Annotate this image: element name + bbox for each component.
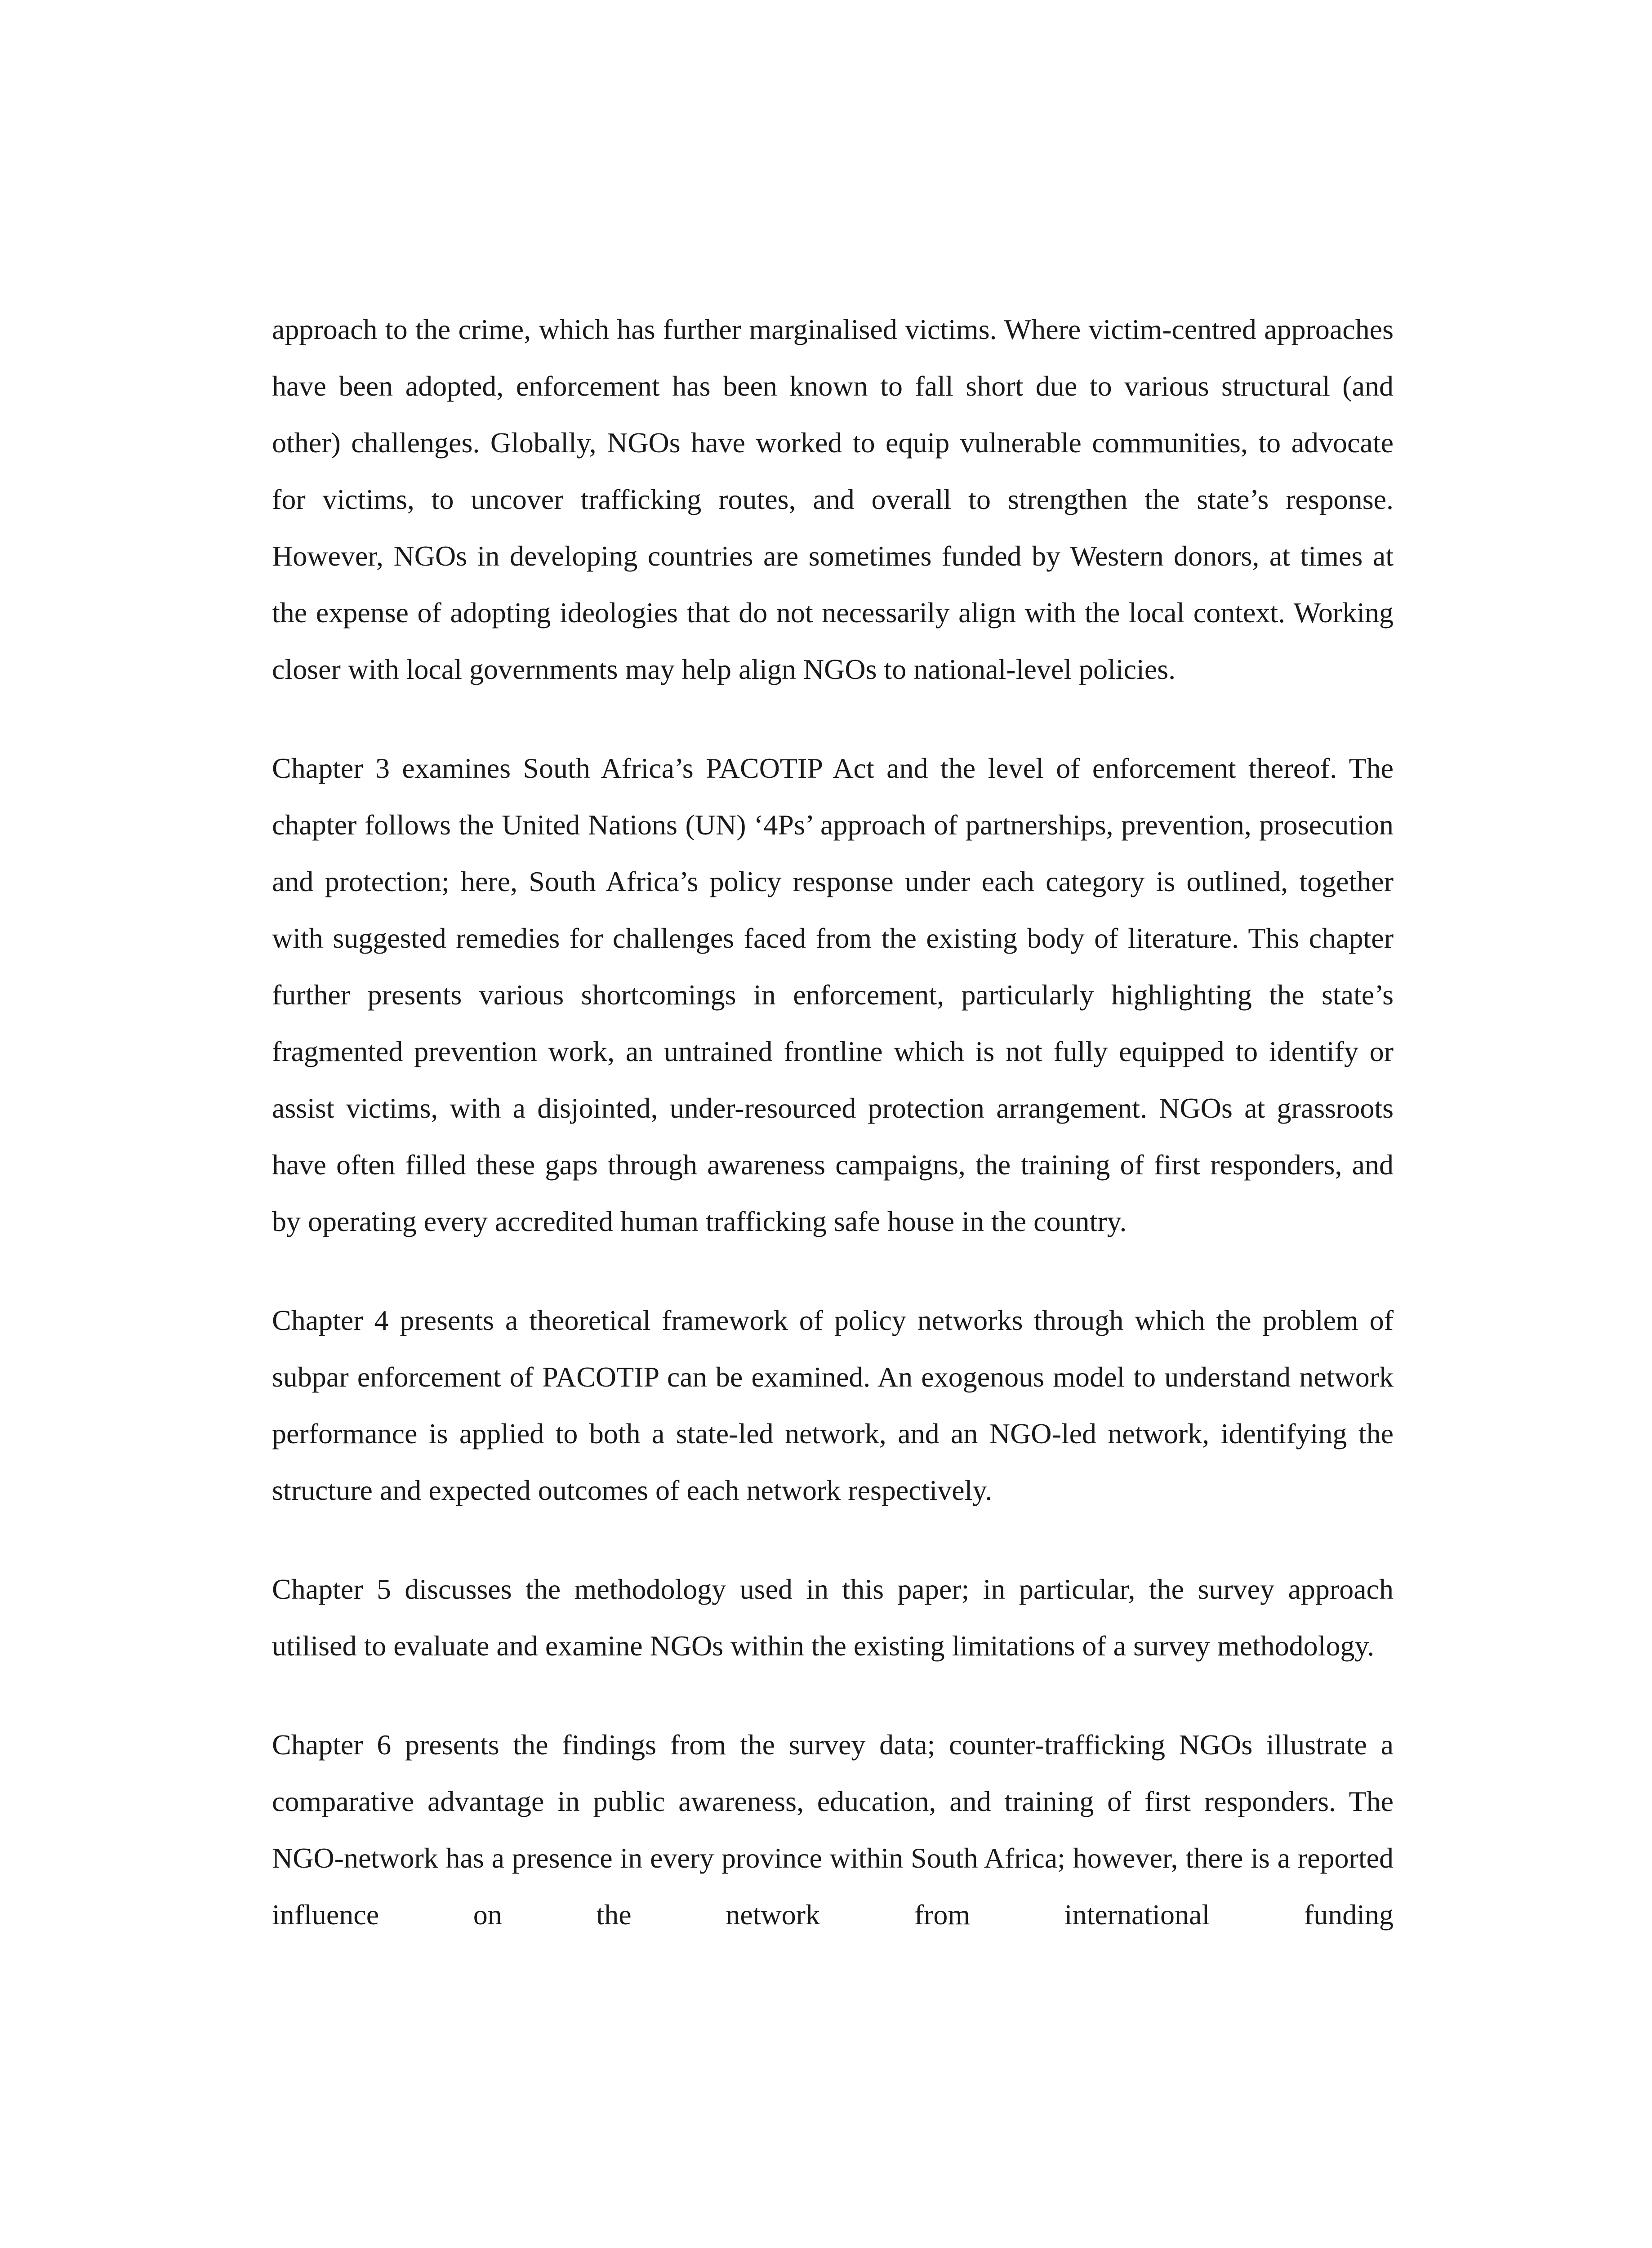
paragraph-1: approach to the crime, which has further marginalised victims. Where victim-centred approaches have been adopted, enforcement has been known to fall short due to various structural (and other) challenges. Globally, NGOs have worked to equip vulnerable communities, to advocate for victims, to uncover trafficking routes, and overall to strengthen the state’s response. However, NGOs in developing countries are sometimes funded by Western donors, at times at the expense of adopting ideologies that do not necessarily align with the local context. Working closer with local governments may help align NGOs to national-level policies. <box>272 313 1394 685</box>
paragraph-4: Chapter 5 discusses the methodology used in this paper; in particular, the survey approach utilised to evaluate and examine NGOs within the existing limitations of a survey methodology. <box>272 1573 1394 1662</box>
paragraph-3: Chapter 4 presents a theoretical framework of policy networks through which the problem of subpar enforcement of PACOTIP can be examined. An exogenous model to understand network performance is applied to both a state-led network, and an NGO-led network, identifying the structure and expected outcomes of each network respectively. <box>272 1304 1394 1506</box>
paragraph-5: Chapter 6 presents the findings from the survey data; counter-trafficking NGOs illustrate a comparative advantage in public awareness, education, and training of first responders. The NGO-network has a presence in every province within South Africa; however, there is a reported influence on the network from international funding <box>272 1729 1394 1931</box>
paragraph-2: Chapter 3 examines South Africa’s PACOTIP Act and the level of enforcement thereof. The chapter follows the United Nations (UN) ‘4Ps’ approach of partnerships, prevention, prosecution and protection; here, South Africa’s policy response under each category is outlined, together with suggested remedies for challenges faced from the existing body of literature. This chapter further presents various shortcomings in enforcement, particularly highlighting the state’s fragmented prevention work, an untrained frontline which is not fully equipped to identify or assist victims, with a disjointed, under-resourced protection arrangement. NGOs at grassroots have often filled these gaps through awareness campaigns, the training of first responders, and by operating every accredited human trafficking safe house in the country. <box>272 752 1394 1237</box>
body-text <box>272 301 1394 1985</box>
